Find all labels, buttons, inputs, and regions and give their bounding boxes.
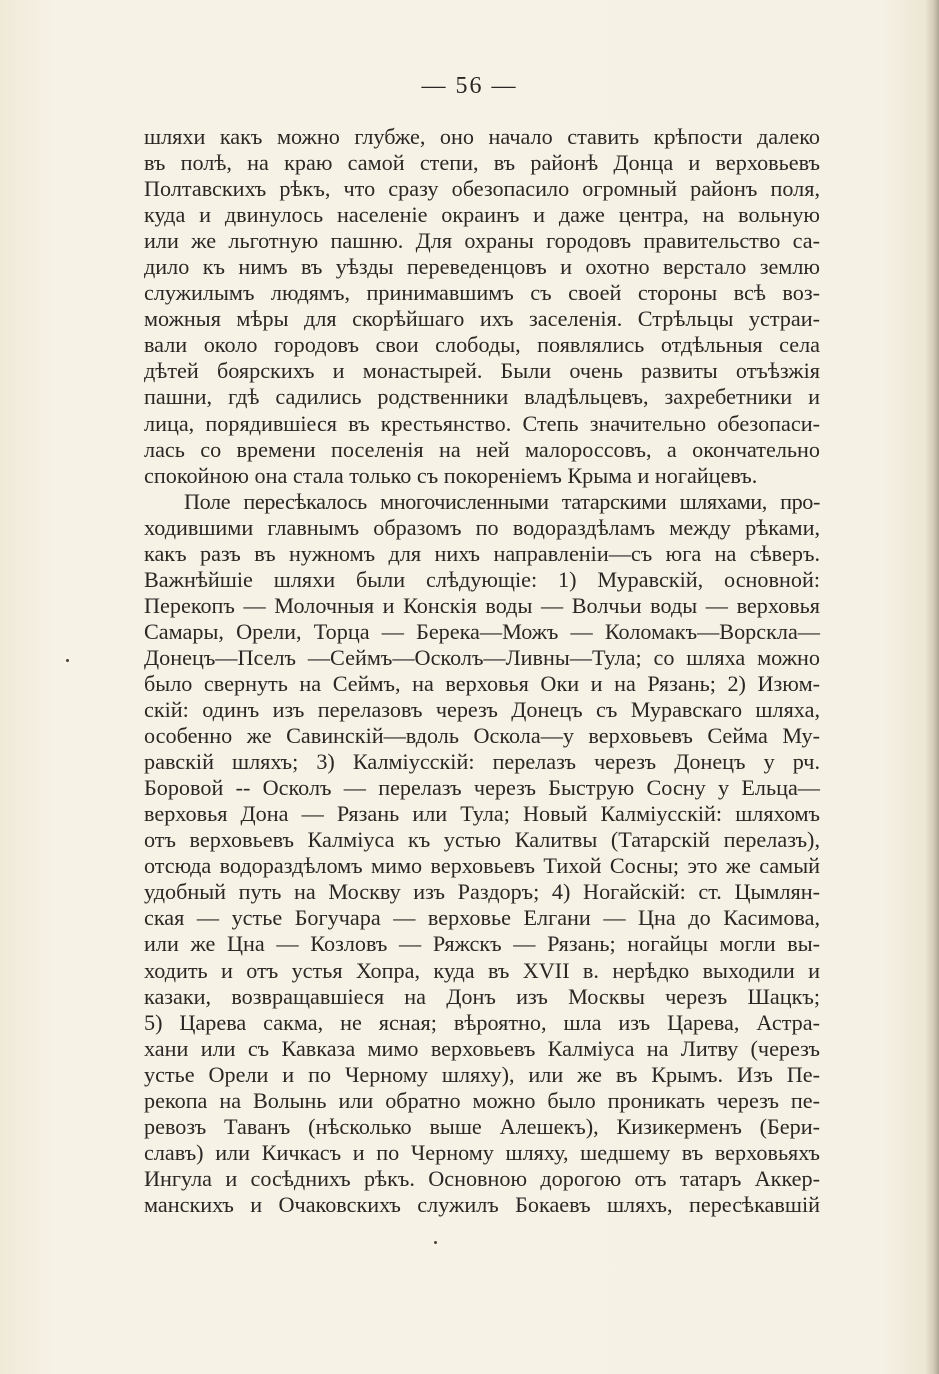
text-line: славъ) или Кичкасъ и по Черному шляху, шедшему въ верховьяхъ	[144, 1139, 820, 1165]
text-line: рекопа на Волынь или обратно можно было проникать черезъ пе-	[144, 1087, 820, 1113]
text-line: куда и двинулось населеніе окраинъ и даже центра, на вольную	[144, 202, 820, 228]
text-line: устье Орели и по Черному шляху), или же въ Крымъ. Изъ Пе-	[144, 1061, 820, 1087]
text-line: служилымъ людямъ, принимавшимъ съ своей стороны всѣ воз-	[144, 280, 820, 306]
text-line: хани или съ Кавказа мимо верховьевъ Калміуса на Литву (черезъ	[144, 1035, 820, 1061]
text-line: вали около городовъ свои слободы, появлялись отдѣльныя села	[144, 332, 820, 358]
text-line: пашни, гдѣ садились родственники владѣльцевъ, захребетники и	[144, 384, 820, 410]
ink-speck	[66, 659, 69, 662]
text-line: Самары, Орели, Торца — Берека—Можъ — Коломакъ—Ворскла—	[144, 618, 820, 644]
text-line: лась со времени поселенія на ней малороссовъ, а окончательно	[144, 436, 820, 462]
text-line: лица, порядившіеся въ крестьянство. Степь значительно обезопаси-	[144, 410, 820, 436]
text-line: дило къ нимъ въ уѣзды переведенцовъ и охотно верстало землю	[144, 254, 820, 280]
text-line: равскій шляхъ; 3) Калміусскій: перелазъ черезъ Донецъ у рч.	[144, 749, 820, 775]
text-line: въ полѣ, на краю самой степи, въ районѣ Донца и верховьевъ	[144, 150, 820, 176]
text-line: какъ разъ въ нужномъ для нихъ направленіи—съ юга на сѣверъ.	[144, 540, 820, 566]
text-line: ревозъ Таванъ (нѣсколько выше Алешекъ), Кизикерменъ (Бери-	[144, 1113, 820, 1139]
text-line: или же Цна — Козловъ — Ряжскъ — Рязань; ногайцы могли вы-	[144, 931, 820, 957]
text-line: или же льготную пашню. Для охраны городовъ правительство са-	[144, 228, 820, 254]
text-line: 5) Царева сакма, не ясная; вѣроятно, шла изъ Царева, Астра-	[144, 1009, 820, 1035]
text-line: дѣтей боярскихъ и монастырей. Были очень развиты отъѣзжія	[144, 358, 820, 384]
text-line: удобный путь на Москву изъ Раздоръ; 4) Ногайскій: ст. Цымлян-	[144, 879, 820, 905]
text-line: отсюда водораздѣломъ мимо верховьевъ Тихой Сосны; это же самый	[144, 853, 820, 879]
page-number: — 56 —	[421, 73, 518, 99]
text-line: верховья Дона — Рязань или Тула; Новый Калміусскій: шляхомъ	[144, 801, 820, 827]
text-line: Боровой -- Осколъ — перелазъ черезъ Быструю Сосну у Ельца—	[144, 775, 820, 801]
text-line: было свернуть на Сеймъ, на верховья Оки и на Рязань; 2) Изюм-	[144, 670, 820, 696]
ink-speck	[434, 1241, 437, 1244]
text-line: Важнѣйшіе шляхи были слѣдующіе: 1) Муравскій, основной:	[144, 566, 820, 592]
text-line: Ингула и сосѣднихъ рѣкъ. Основною дорогою отъ татаръ Аккер-	[144, 1165, 820, 1191]
text-line: скій: одинъ изъ перелазовъ черезъ Донецъ съ Муравскаго шляха,	[144, 697, 820, 723]
body-text	[144, 124, 820, 1218]
text-line: спокойною она стала только съ покореніемъ Крыма и ногайцевъ.	[144, 462, 758, 488]
text-line: ская — устье Богучара — верховье Елгани — Цна до Касимова,	[144, 905, 820, 931]
text-line: казаки, возвращавшіеся на Донъ изъ Москвы черезъ Шацкъ;	[144, 983, 820, 1009]
text-line: Полтавскихъ рѣкъ, что сразу обезопасило огромный районъ поля,	[144, 176, 820, 202]
text-line: отъ верховьевъ Калміуса къ устью Калитвы (Татарскій перелазъ),	[144, 827, 820, 853]
text-line: Донецъ—Пселъ —Сеймъ—Осколъ—Ливны—Тула; со шляха можно	[144, 644, 820, 670]
text-line: шляхи какъ можно глубже, оно начало ставить крѣпости далеко	[144, 124, 820, 149]
text-line: особенно же Савинскій—вдоль Оскола—у верховьевъ Сейма Му-	[144, 723, 820, 749]
text-line: можныя мѣры для скорѣйшаго ихъ заселенія. Стрѣльцы устраи-	[144, 306, 820, 332]
text-line: ходившими главнымъ образомъ по водораздѣламъ между рѣками,	[144, 514, 820, 540]
page-edge-shadow	[925, 0, 939, 1374]
text-line: Перекопъ — Молочныя и Конскія воды — Волчьи воды — верховья	[144, 592, 820, 618]
text-line: ходить и отъ устья Хопра, куда въ XVII в. нерѣдко выходили и	[144, 957, 820, 983]
paragraph-start-line: Поле пересѣкалось многочисленными татарскими шляхами, про-	[184, 488, 820, 514]
text-line: манскихъ и Очаковскихъ служилъ Бокаевъ шляхъ, пересѣкавшій	[144, 1191, 820, 1217]
